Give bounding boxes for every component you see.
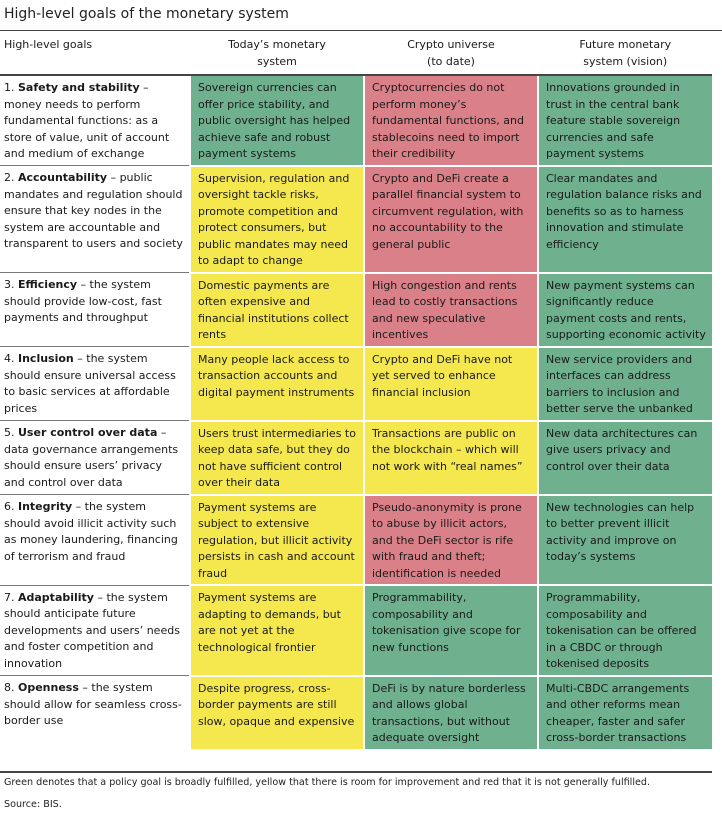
goal-cell [0, 75, 190, 166]
goal-number: 4. [4, 352, 15, 365]
today-cell: Despite progress, cross-border payments are still slow, opaque and expensive [190, 676, 364, 749]
table-row [0, 585, 712, 676]
table-row [0, 166, 712, 273]
goal-description: – data governance arrangements should ensure users’ privacy and control over data [4, 426, 179, 489]
goal-title: Safety and stability [18, 81, 140, 94]
crypto-cell: Transactions are public on the blockchain – which will not work with “real names” [364, 421, 538, 495]
goal-number: 3. [4, 278, 15, 291]
goal-cell [0, 676, 190, 749]
header-row [0, 33, 712, 75]
goal-number: 6. [4, 500, 15, 513]
goal-description: – the system should avoid illicit activity such as money laundering, financing of terrorism and fraud [4, 500, 178, 563]
table-row [0, 273, 712, 347]
crypto-cell: High congestion and rents lead to costly transactions and new speculative incentives [364, 273, 538, 347]
today-cell: Sovereign currencies can offer price stability, and public oversight has helped achieve safe and robust payment systems [190, 75, 364, 166]
page-title: High-level goals of the monetary system [4, 6, 289, 22]
today-cell: Payment systems are subject to extensive regulation, but illicit activity persists in cash and account fraud [190, 495, 364, 586]
header-today-line2: system [257, 54, 297, 68]
goal-description: – public mandates and regulation should ensure that key nodes in the system are accountable and transparent to users and society [4, 171, 183, 250]
future-cell: New technologies can help to better prevent illicit activity and improve on today’s systems [538, 495, 712, 586]
header-future-line1: Future monetary [579, 38, 672, 51]
goal-cell [0, 495, 190, 586]
title-divider [0, 30, 722, 31]
crypto-cell: Programmability, composability and tokenisation give scope for new functions [364, 585, 538, 676]
goal-description: – the system should ensure universal access to basic services at affordable prices [4, 352, 176, 415]
goal-description: – the system should provide low-cost, fast payments and throughput [4, 278, 162, 324]
header-future-line2: system (vision) [583, 54, 668, 68]
future-cell: Programmability, composability and tokenisation can be offered in a CBDC or through tokenised deposits [538, 585, 712, 676]
crypto-cell: Crypto and DeFi have not yet served to enhance financial inclusion [364, 347, 538, 421]
goal-title: Efficiency [18, 278, 78, 291]
goal-number: 5. [4, 426, 15, 439]
header-crypto-line1: Crypto universe [407, 38, 495, 51]
goal-description: – the system should anticipate future developments and users’ needs and foster competition and innovation [4, 590, 180, 670]
crypto-cell: Pseudo-anonymity is prone to abuse by illicit actors, and the DeFi sector is rife with fraud and theft; identification is needed [364, 495, 538, 586]
table-row [0, 495, 712, 586]
goal-title: Openness [18, 681, 79, 694]
today-cell: Domestic payments are often expensive and financial institutions collect rents [190, 273, 364, 347]
color-legend-note: Green denotes that a policy goal is broadly fulfilled, yellow that there is room for improvement and red that it is not generally fulfilled. [4, 777, 651, 788]
goal-cell [0, 347, 190, 421]
goal-cell [0, 585, 190, 676]
goal-number: 2. [4, 171, 15, 184]
header-today-line1: Today’s monetary [228, 38, 326, 51]
header-crypto-line2: (to date) [427, 54, 475, 68]
crypto-cell: Cryptocurrencies do not perform money’s fundamental functions, and stablecoins need to import their credibility [364, 75, 538, 166]
goal-title: Adaptability [18, 590, 94, 604]
goal-description: – the system should allow for seamless cross-border use [4, 681, 182, 727]
goal-number: 8. [4, 681, 15, 694]
goal-description: – money needs to perform fundamental functions: as a store of value, unit of account and medium of exchange [4, 81, 170, 160]
future-cell: Clear mandates and regulation balance risks and benefits so as to harness innovation and stimulate efficiency [538, 166, 712, 273]
goal-title: User control over data [18, 426, 158, 439]
goal-cell [0, 166, 190, 273]
table-row [0, 347, 712, 421]
today-cell: Users trust intermediaries to keep data safe, but they do not have sufficient control over their data [190, 421, 364, 495]
future-cell: New service providers and interfaces can address barriers to inclusion and better serve the unbanked [538, 347, 712, 421]
goal-number: 1. [4, 81, 15, 94]
goal-number: 7. [4, 590, 15, 604]
source-note: Source: BIS. [4, 799, 62, 810]
goal-title: Accountability [18, 171, 108, 184]
crypto-cell: DeFi is by nature borderless and allows global transactions, but without adequate oversight [364, 676, 538, 749]
header-today [190, 33, 364, 75]
future-cell: New data architectures can give users privacy and control over their data [538, 421, 712, 495]
future-cell: Innovations grounded in trust in the central bank feature stable sovereign currencies and safe payment systems [538, 75, 712, 166]
today-cell: Payment systems are adapting to demands, but are not yet at the technological frontier [190, 585, 364, 676]
goal-title: Integrity [18, 500, 73, 513]
header-crypto [364, 33, 538, 75]
goals-table [0, 33, 712, 749]
goal-cell [0, 421, 190, 495]
future-cell: Multi-CBDC arrangements and other reforms mean cheaper, faster and safer cross-border transactions [538, 676, 712, 749]
header-goals: High-level goals [0, 33, 190, 75]
goal-cell [0, 273, 190, 347]
table-row [0, 75, 712, 166]
future-cell: New payment systems can significantly reduce payment costs and rents, supporting economic activity [538, 273, 712, 347]
goal-title: Inclusion [18, 352, 74, 365]
today-cell: Supervision, regulation and oversight tackle risks, promote competition and protect consumers, but public mandates may need to adapt to change [190, 166, 364, 273]
footer-divider [0, 771, 712, 773]
today-cell: Many people lack access to transaction accounts and digital payment instruments [190, 347, 364, 421]
header-future [538, 33, 712, 75]
crypto-cell: Crypto and DeFi create a parallel financial system to circumvent regulation, with no accountability to the general public [364, 166, 538, 273]
table-row [0, 676, 712, 749]
table-row [0, 421, 712, 495]
